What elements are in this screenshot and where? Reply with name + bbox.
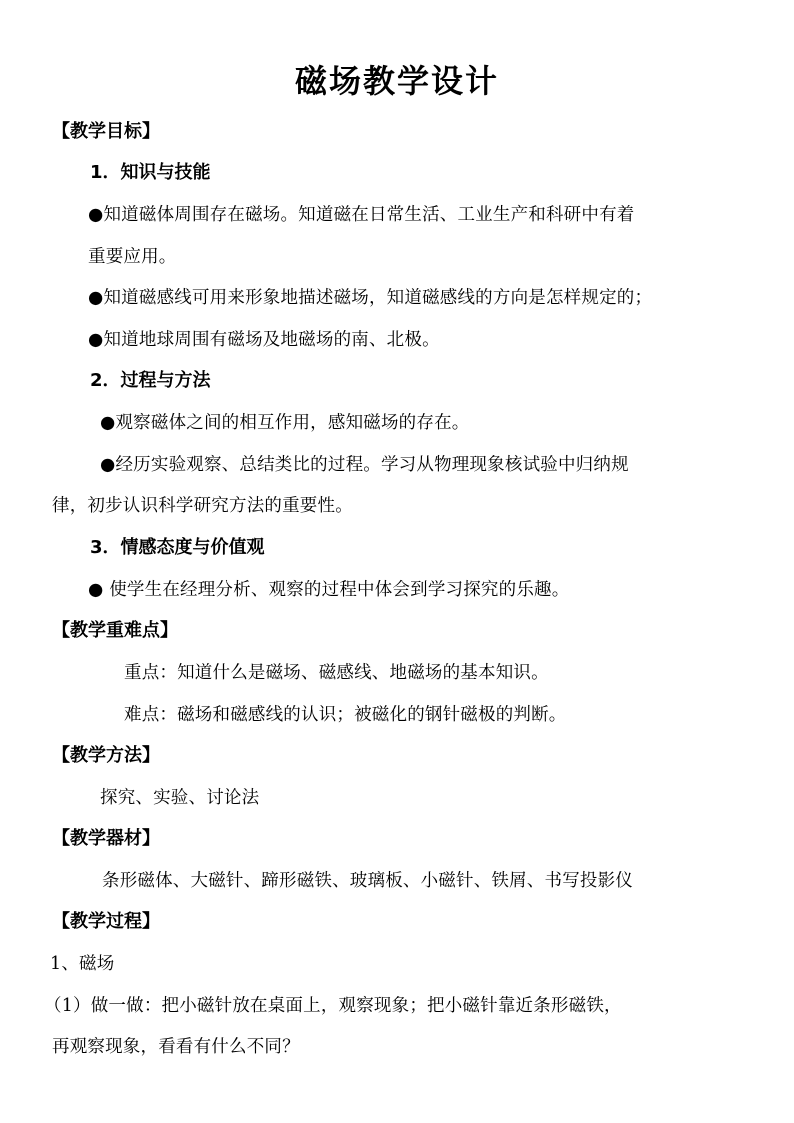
procedure-step-1: 1、磁场: [50, 954, 115, 974]
knowledge-heading: 1．知识与技能: [90, 162, 211, 183]
knowledge-item-1-line-1: ●知道磁体周围存在磁场。知道磁在日常生活、工业生产和科研中有着: [88, 205, 635, 225]
procedure-step-1-1-line-2: 再观察现象，看看有什么不同？: [52, 1037, 300, 1057]
equipment-heading: 【教学器材】: [52, 828, 160, 849]
key-point-text: 重点：知道什么是磁场、磁感线、地磁场的基本知识。: [124, 663, 549, 683]
process-item-1: ●观察磁体之间的相互作用，感知磁场的存在。: [100, 413, 470, 433]
knowledge-item-2: ●知道磁感线可用来形象地描述磁场，知道磁感线的方向是怎样规定的；: [88, 288, 653, 308]
process-item-2-line-1: ●经历实验观察、总结类比的过程。学习从物理现象核试验中归纳规: [100, 455, 629, 475]
emotion-heading: 3．情感态度与价值观: [90, 537, 265, 558]
emotion-item-1: ● 使学生在经理分析、观察的过程中体会到学习探究的乐趣。: [88, 580, 570, 600]
objectives-heading: 【教学目标】: [52, 121, 160, 142]
document-title: 磁场教学设计: [294, 62, 499, 100]
procedure-step-1-1-line-1: （1）做一做：把小磁针放在桌面上，观察现象；把小磁针靠近条形磁铁，: [44, 996, 622, 1016]
difficult-point-text: 难点：磁场和磁感线的认识；被磁化的钢针磁极的判断。: [124, 705, 567, 725]
procedure-heading: 【教学过程】: [52, 911, 160, 932]
process-item-2-line-2: 律，初步认识科学研究方法的重要性。: [52, 496, 353, 516]
methods-text: 探究、实验、讨论法: [100, 788, 260, 808]
methods-heading: 【教学方法】: [52, 745, 160, 766]
equipment-text: 条形磁体、大磁针、蹄形磁铁、玻璃板、小磁针、铁屑、书写投影仪: [102, 871, 633, 891]
process-heading: 2．过程与方法: [90, 370, 211, 391]
key-points-heading: 【教学重难点】: [52, 620, 178, 641]
knowledge-item-3: ●知道地球周围有磁场及地磁场的南、北极。: [88, 330, 440, 350]
knowledge-item-1-line-2: 重要应用。: [88, 247, 177, 267]
